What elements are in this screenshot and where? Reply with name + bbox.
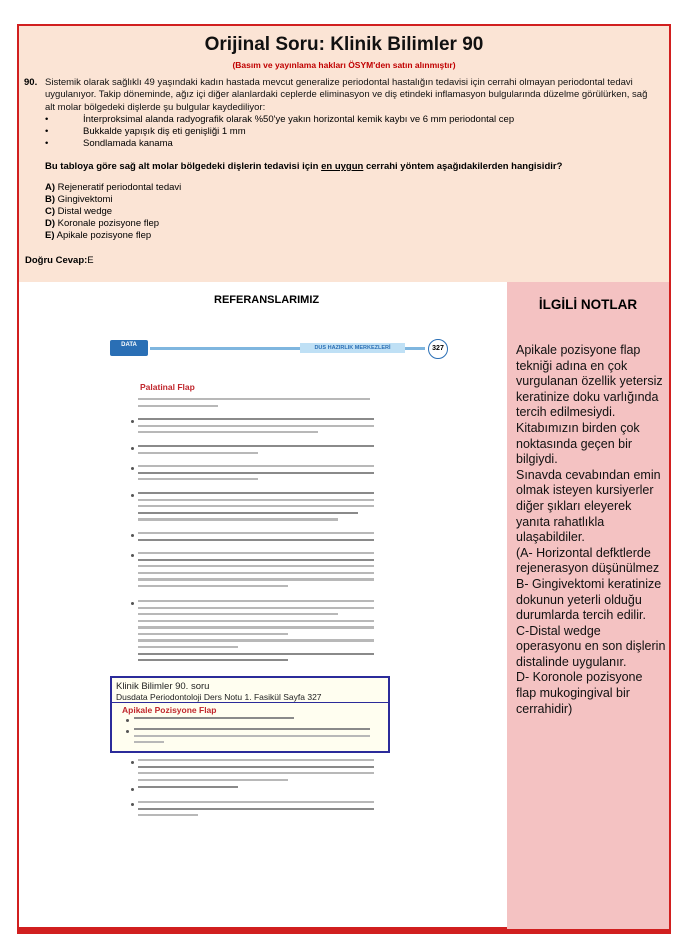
answer-option-b: B) Gingivektomi bbox=[45, 194, 113, 205]
book-bullet bbox=[131, 554, 134, 557]
question-panel: Orijinal Soru: Klinik Bilimler 90 (Basım ve yayınlama hakları ÖSYM'den satın alınmıştır) 90. Sistemik olarak sağlıklı 49 yaşındaki kadın hastada mevcut generalize periodontal hastalığın tedavisi için cerrahi olmayan periodontal tedavi uygulanıyor. Takip döneminde, ağız içi diğer alanlardaki ceplerde eliminasyon ve diş etindeki inflamasyon bulgularında düzelme görülürken, sağ alt molar bölgedeki dişlerde şu bulgular kaydediliyor: • İnterproksimal alanda radyografik olarak %50'ye yakın horizontal kemik kaybı ve 6 mm periodontal cep • Bukkalde yapışık diş eti genişliği 1 mm • Sondlamada kanama Bu tabloya göre sağ alt molar bölgedeki dişlerin tedavisi için en uygun cerrahi yöntem aşağıdakilerden hangisidir? A) Rejeneratif periodontal tedavi B) Gingivektomi C) Distal wedge D) Koronale pozisyone flep E) Apikale pozisyone flep Doğru Cevap:E bbox=[19, 26, 669, 282]
book-heading-palatinal: Palatinal Flap bbox=[140, 382, 195, 392]
book-text-block bbox=[138, 552, 378, 591]
page-number: 327 bbox=[428, 339, 448, 359]
note-paragraph: C-Distal wedge operasyonu en son dişlerin distalinde uygulanır. bbox=[516, 623, 666, 669]
book-bullet bbox=[131, 602, 134, 605]
note-paragraph: Sınavda cevabından emin olmak isteyen kursiyerler diğer şıkları eleyerek yanıta rahatlıkla ulaşabildiler. bbox=[516, 467, 661, 545]
bullet-mark: • bbox=[45, 114, 49, 125]
book-bullet bbox=[126, 719, 129, 722]
references-title: REFERANSLARIMIZ bbox=[214, 294, 320, 306]
correct-answer: Doğru Cevap:E bbox=[25, 255, 94, 266]
header-band-label: DUS HAZIRLIK MERKEZLERİ bbox=[300, 343, 405, 353]
callout-question-ref: Klinik Bilimler 90. soru bbox=[116, 681, 210, 692]
book-page-excerpt bbox=[110, 336, 450, 834]
book-bullet bbox=[131, 447, 134, 450]
book-text-block bbox=[134, 717, 374, 724]
book-bullet bbox=[131, 467, 134, 470]
book-bullet bbox=[131, 788, 134, 791]
bullet-mark: • bbox=[45, 126, 49, 137]
emphasis-underline: en uygun bbox=[321, 161, 364, 172]
answer-option-a: A) Rejeneratif periodontal tedavi bbox=[45, 182, 182, 193]
book-text-block bbox=[138, 786, 378, 793]
book-text-block bbox=[134, 728, 374, 748]
book-text-block bbox=[138, 759, 378, 785]
book-logo-text: DATA bbox=[121, 342, 137, 348]
question-stem: Sistemik olarak sağlıklı 49 yaşındaki kadın hastada mevcut generalize periodontal hastalığın tedavisi için cerrahi olmayan periodontal tedavi uygulanıyor. Takip döneminde, ağız içi diğer alanlardaki ceplerde eliminasyon ve diş etindeki inflamasyon bulgularında düzelme görülürken, sağ alt molar bölgedeki dişlerde şu bulgular kaydediliyor: bbox=[45, 77, 648, 113]
question-prompt: Bu tabloya göre sağ alt molar bölgedeki dişlerin tedavisi için en uygun cerrahi yöntem aşağıdakilerden hangisidir? bbox=[45, 161, 563, 172]
book-header bbox=[110, 336, 450, 376]
answer-option-e: E) Apikale pozisyone flep bbox=[45, 230, 152, 241]
book-text-block bbox=[138, 532, 378, 545]
book-text-block bbox=[138, 600, 378, 666]
callout-source-ref: Dusdata Periodontoloji Ders Notu 1. Fasikül Sayfa 327 bbox=[116, 692, 322, 702]
book-heading-apikale: Apikale Pozisyone Flap bbox=[122, 705, 217, 715]
callout-divider bbox=[112, 702, 388, 703]
note-paragraph: D- Koronole pozisyone flap mukogingival bir cerrahidir) bbox=[516, 670, 643, 716]
book-bullet bbox=[131, 494, 134, 497]
bullet-mark: • bbox=[45, 138, 49, 149]
book-bullet bbox=[126, 730, 129, 733]
copyright-note: (Basım ve yayınlama hakları ÖSYM'den satın alınmıştır) bbox=[232, 60, 456, 70]
note-paragraph: (A- Horizontal defktlerde rejenerasyon düşünülmez bbox=[516, 545, 660, 576]
notes-title: İLGİLİ NOTLAR bbox=[538, 297, 638, 312]
notes-body bbox=[516, 343, 666, 717]
page-title: Orijinal Soru: Klinik Bilimler 90 bbox=[204, 34, 484, 55]
book-bullet bbox=[131, 803, 134, 806]
book-text-block bbox=[138, 418, 378, 438]
book-text-block bbox=[138, 465, 378, 485]
reference-callout-box bbox=[110, 676, 390, 753]
book-text-block bbox=[138, 398, 378, 411]
bottom-border bbox=[17, 929, 671, 934]
question-number: 90. bbox=[24, 77, 38, 88]
book-bullet bbox=[131, 761, 134, 764]
book-text-block bbox=[138, 445, 378, 458]
note-paragraph: Apikale pozisyone flap tekniği adına en çok vurgulanan özellik yetersiz keratinize doku varlığında tercih edilmesiydi. Kitabımızın birden çok noktasında geçen bir bilgiydi. bbox=[516, 343, 663, 467]
note-paragraph: B- Gingivektomi keratinize dokunun yeterli olduğu durumlarda tercih edilir. bbox=[516, 576, 662, 623]
notes-panel bbox=[507, 282, 669, 929]
book-text-block bbox=[138, 492, 378, 525]
book-text-block bbox=[138, 801, 378, 821]
book-bullet bbox=[131, 420, 134, 423]
book-bullet bbox=[131, 534, 134, 537]
answer-option-c: C) Distal wedge bbox=[45, 206, 113, 217]
answer-option-d: D) Koronale pozisyone flep bbox=[45, 218, 160, 229]
